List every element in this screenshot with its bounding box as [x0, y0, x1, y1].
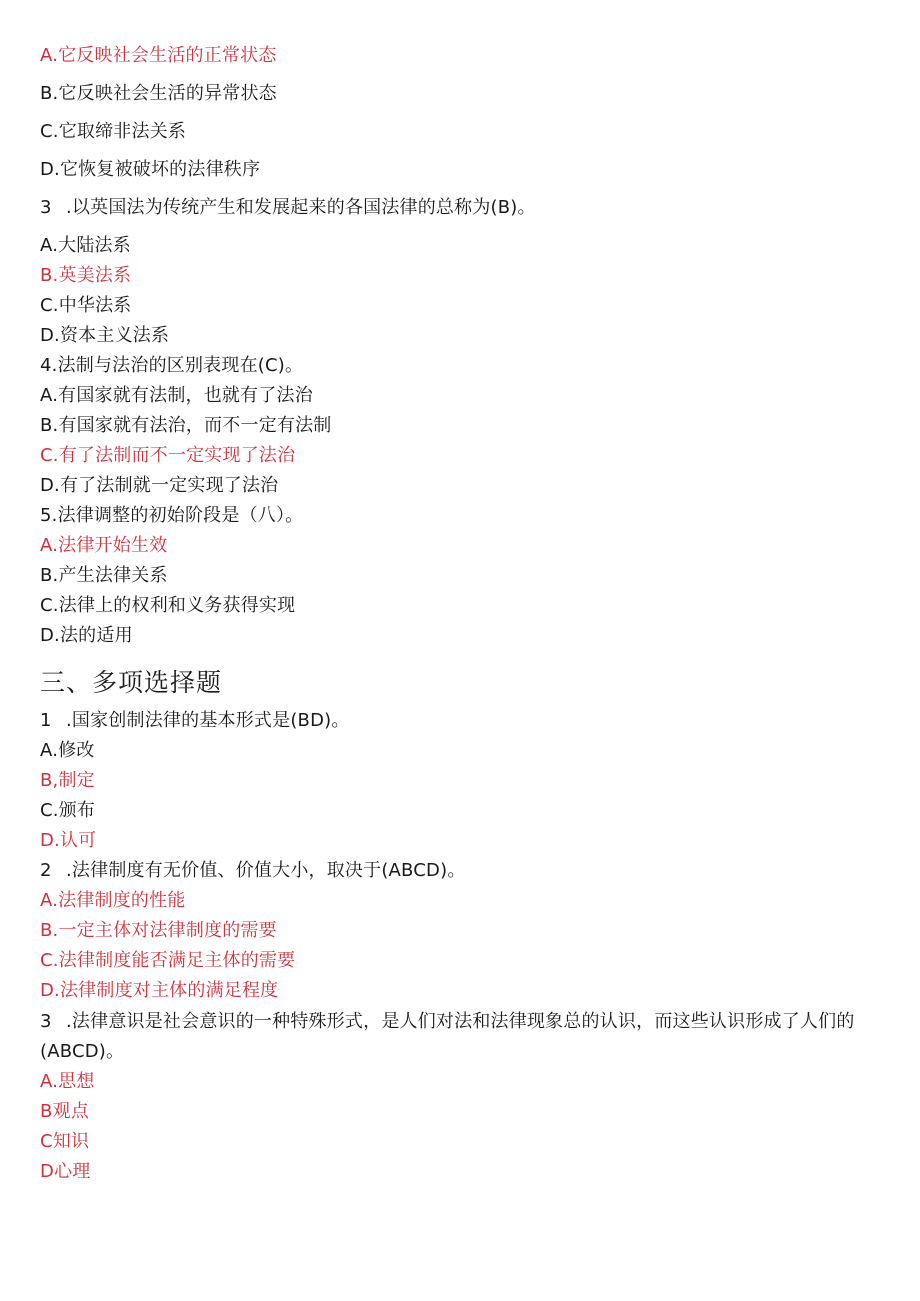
- s3-q2-option-c: C.法律制度能否满足主体的需要: [40, 950, 296, 971]
- q3-option-d: D.资本主义法系: [40, 325, 170, 346]
- q3-number: 3: [40, 197, 52, 218]
- s3-q1-text: .国家创制法律的基本形式是(BD)。: [66, 710, 350, 731]
- s3-q1-option-d: D.认可: [40, 830, 97, 851]
- s3-q3-text-line1: .法律意识是社会意识的一种特殊形式，是人们对法和法律现象总的认识，而这些认识形成了人们的: [66, 1011, 855, 1032]
- q3-option-a: A.大陆法系: [40, 235, 131, 256]
- q2-option-d: D.它恢复被破坏的法律秩序: [40, 159, 261, 180]
- s3-q2-option-d: D.法律制度对主体的满足程度: [40, 980, 279, 1001]
- s3-q3-option-a: A.思想: [40, 1071, 95, 1092]
- q3-question: [40, 196, 536, 220]
- q5-option-d: D.法的适用: [40, 625, 133, 646]
- q5-option-c: C.法律上的权利和义务获得实现: [40, 595, 296, 616]
- q3-option-c: C.中华法系: [40, 295, 132, 316]
- s3-q2-option-b: B.一定主体对法律制度的需要: [40, 920, 277, 941]
- s3-q1-option-c: C.颁布: [40, 800, 96, 821]
- s3-q3-question-line2: (ABCD)。: [40, 1041, 125, 1062]
- q5-option-a: A.法律开始生效: [40, 535, 168, 556]
- s3-q3-option-b: B观点: [40, 1101, 89, 1122]
- s3-q2-question: [40, 859, 466, 883]
- s3-q1-number: 1: [40, 710, 52, 731]
- s3-q1-option-b: B,制定: [40, 770, 95, 791]
- q2-option-a: A.它反映社会生活的正常状态: [40, 45, 277, 66]
- s3-q2-text: .法律制度有无价值、价值大小，取决于(ABCD)。: [66, 860, 466, 881]
- q5-question: 5.法律调整的初始阶段是（八）。: [40, 505, 304, 526]
- q2-option-c: C.它取缔非法关系: [40, 121, 187, 142]
- q4-option-b: B.有国家就有法治，而不一定有法制: [40, 415, 332, 436]
- section-title: 三、多项选择题: [40, 668, 223, 697]
- q5-option-b: B.产生法律关系: [40, 565, 168, 586]
- s3-q1-question: [40, 709, 350, 733]
- s3-q3-option-c: C知识: [40, 1131, 90, 1152]
- s3-q3-number: 3: [40, 1011, 52, 1032]
- q4-question: 4.法制与法治的区别表现在(C)。: [40, 355, 304, 376]
- s3-q3-option-d: D心理: [40, 1161, 91, 1182]
- s3-q2-number: 2: [40, 860, 52, 881]
- q3-text: .以英国法为传统产生和发展起来的各国法律的总称为(B)。: [66, 197, 536, 218]
- q4-option-c: C.有了法制而不一定实现了法治: [40, 445, 296, 466]
- q4-option-d: D.有了法制就一定实现了法治: [40, 475, 279, 496]
- q2-option-b: B.它反映社会生活的异常状态: [40, 83, 277, 104]
- s3-q1-option-a: A.修改: [40, 740, 95, 761]
- s3-q3-question-line1: [40, 1010, 855, 1034]
- q3-option-b: B.英美法系: [40, 265, 132, 286]
- s3-q2-option-a: A.法律制度的性能: [40, 890, 186, 911]
- q4-option-a: A.有国家就有法制，也就有了法治: [40, 385, 313, 406]
